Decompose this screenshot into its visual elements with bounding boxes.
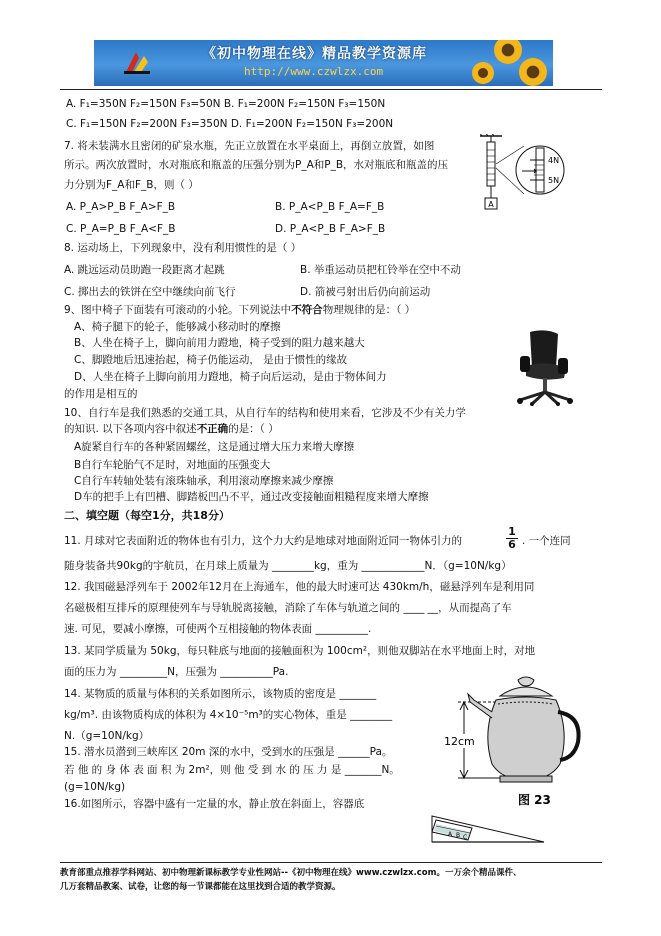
header-rule <box>60 89 602 90</box>
office-chair-image <box>512 330 578 406</box>
q9-option-a: A、椅子腿下的轮子，能够减小移动时的摩擦 <box>74 321 281 333</box>
q7-option-d: D. P_A<P_B F_A>F_B <box>275 223 386 235</box>
q9-option-b: B、人坐在椅子上，脚向前用力蹬地，椅子受到的阻力越来越大 <box>74 337 365 349</box>
q14-line-1: 14. 某物质的质量与体积的关系如图所示，该物质的密度是 _______ <box>64 688 377 700</box>
q15-line-1: 15. 潜水员潜到三峡库区 20m 深的水中，受到水的压强是 ______Pa。 <box>64 746 393 758</box>
site-logo-icon <box>124 50 150 74</box>
section-heading-fill-in: 二、填空题（每空1分，共18分） <box>64 509 230 522</box>
q15-line-3: (g=10N/kg) <box>64 781 126 793</box>
q12-line-3: 速. 可见，要减小摩擦，可使两个互相接触的物体表面 __________. <box>64 623 372 635</box>
q15-line-2: 若 他 的 身 体 表 面 积 为 2m²，则 他 受 到 水 的 压 力 是 _______N。 <box>64 764 400 776</box>
q7-stem-line-2: 所示。两次放置时，水对瓶底和瓶盖的压强分别为P_A和P_B，水对瓶底和瓶盖的压 <box>64 159 449 171</box>
q14-line-3: N.（g=10N/kg） <box>64 730 150 742</box>
scale-label-top: 4N <box>548 156 560 165</box>
footer-rule <box>60 862 602 863</box>
q8-stem: 8. 运动场上，下列现象中，没有利用惯性的是（ ） <box>64 242 302 254</box>
q9-stem: 9、图中椅子下面装有可滚动的小轮。下列说法中不符合物理规律的是：（ ） <box>64 304 416 316</box>
q7-option-b: B. P_A<P_B F_A=F_B <box>275 201 385 213</box>
banner-url[interactable]: http://www.czwlzx.com <box>244 65 384 78</box>
incline-container-figure <box>428 806 548 846</box>
banner-title: 《初中物理在线》精品教学资源库 <box>202 46 427 62</box>
q10-option-a: A旋紧自行车的各种紧固螺丝，这是通过增大压力来增大摩擦 <box>74 441 355 453</box>
q8-option-c: C. 掷出去的铁饼在空中继续向前飞行 <box>64 286 236 298</box>
q14-line-2: kg/m³. 由该物质构成的体积为 4×10⁻⁵m³的实心物体，重是 ________ <box>64 709 393 721</box>
sunflower-icon <box>472 62 494 84</box>
teapot-figure <box>440 672 590 808</box>
q7-option-a: A. P_A>P_B F_A>F_B <box>66 201 176 213</box>
q13-line-2: 面的压力为 _________N，压强为 __________Pa. <box>64 666 289 678</box>
incline-label-c: C <box>463 834 468 841</box>
q12-line-2: 名磁极相互排斥的原理使列车与导轨脱离接触，消除了车体与轨道之间的 ____ __，从而提高了车 <box>64 602 512 614</box>
footer-line-1: 教育部重点推荐学科网站、初中物理新课标教学专业性网站--《初中物理在线》www.czwlzx.com。一万余个精品课件、 <box>60 868 522 878</box>
q11-fraction: $\frac{1}{6}$ <box>506 526 518 551</box>
teapot-figure-caption: 图 23 <box>518 793 551 807</box>
q8-option-d: D. 箭被弓射出后仍向前运动 <box>300 286 431 298</box>
q11-line-1: 11. 月球对它表面附近的物体也有引力，这个力大约是地球对地面附近同一物体引力的 <box>64 535 463 547</box>
footer-line-2: 几万套精品教案、试卷，让您的每一节课都能在这里找到合适的教学资源。 <box>60 882 341 892</box>
q9-option-c: C、脚蹬地后迅速抬起，椅子仍能运动， 是由于惯性的缘故 <box>74 354 348 366</box>
q8-option-b: B. 举重运动员把杠铃举在空中不动 <box>300 264 461 276</box>
q8-option-a: A. 跳远运动员助跑一段距离才起跳 <box>64 264 225 276</box>
q16-line-1: 16.如图所示，容器中盛有一定量的水，静止放在斜面上，容器底 <box>64 798 365 810</box>
q12-line-1: 12. 我国磁悬浮列车于 2002年12月在上海通车，他的最大时速可达 430km/h，磁悬浮列车是利用同 <box>64 581 535 593</box>
incline-label-a: A <box>448 831 453 838</box>
q11-line-1-tail: . 一个连同 <box>522 535 571 547</box>
q9-option-d-line-2: 的作用是相互的 <box>64 388 138 400</box>
q7-stem-line-3: 力分别为F_A和F_B，则（ ） <box>64 179 199 191</box>
q7-stem-line-1: 7. 将未装满水且密闭的矿泉水瓶，先正立放置在水平桌面上，再倒立放置，如图 <box>64 140 435 152</box>
block-label: A <box>488 200 494 209</box>
q10-option-d: D车的把手上有凹槽、脚踏板凹凸不平，通过改变接触面粗糙程度来增大摩擦 <box>74 491 429 503</box>
q10-option-c: C自行车转轴处装有滚珠轴承，利用滚动摩擦来减少摩擦 <box>74 475 334 487</box>
q13-line-1: 13. 某同学质量为 50kg，每只鞋底与地面的接触面积为 100cm²，则他双脚站在水平地面上时，对地 <box>64 645 536 657</box>
q10-stem-line-1: 10、自行车是我们熟悉的交通工具，从自行车的结构和使用来看，它涉及不少有关力学 <box>64 407 466 419</box>
incline-label-b: B <box>456 832 461 839</box>
teapot-height-label: 12cm <box>444 735 475 748</box>
q6-options-line-2: C. F₁=150N F₂=200N F₃=350N D. F₁=200N F₂=150N F₃=200N <box>66 118 394 130</box>
q6-options-line-1: A. F₁=350N F₂=150N F₃=50N B. F₁=200N F₂=150N F₃=150N <box>66 98 386 110</box>
sunflower-icon <box>494 40 522 64</box>
sunflower-icon <box>519 58 547 86</box>
q7-option-c: C. P_A=P_B F_A<F_B <box>66 223 176 235</box>
q11-line-2: 随身装备共90kg的宇航员，在月球上质量为 ________kg，重为 ____________N．（g=10N/kg） <box>64 560 512 572</box>
scale-label-bottom: 5N <box>548 176 560 185</box>
q10-stem-line-2: 的知识. 以下各项内容中叙述不正确的是：（ ） <box>64 423 279 435</box>
q9-option-d-line-1: D、人坐在椅子上脚向前用力蹬地，椅子向后运动，是由于物体间力 <box>74 371 387 383</box>
spring-scale-figure <box>478 134 578 210</box>
header-banner <box>94 40 553 86</box>
q10-option-b: B自行车轮胎气不足时，对地面的压强变大 <box>74 459 271 471</box>
